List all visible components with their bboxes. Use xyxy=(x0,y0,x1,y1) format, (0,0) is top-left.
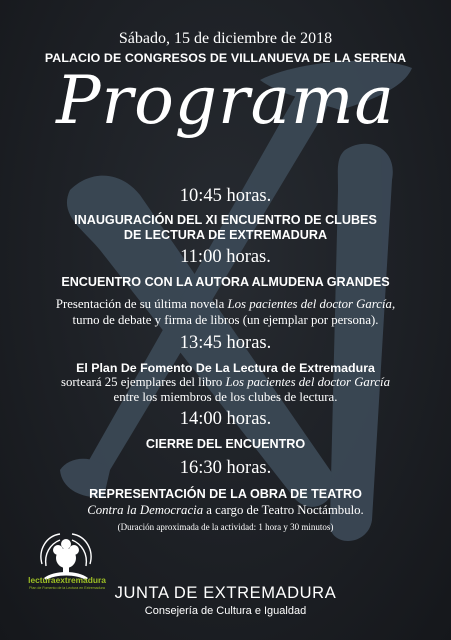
department-name: Consejería de Cultura e Igualdad xyxy=(144,605,307,617)
duration-note: (Duración aproximada de la actividad: 1 hora y 30 minutos) xyxy=(117,522,334,532)
organization-name: JUNTA DE EXTREMADURA xyxy=(114,584,337,602)
schedule-heading-4: CIERRE DEL ENCUENTRO xyxy=(145,437,306,451)
schedule-heading-5: REPRESENTACIÓN DE LA OBRA DE TEATRO xyxy=(89,487,362,501)
logo-tagline: Plan de Fomento de la Lectura en Extremadura xyxy=(29,586,105,590)
book-title: Los pacientes del doctor García xyxy=(225,375,390,389)
schedule-heading-1b: DE LECTURA DE EXTREMADURA xyxy=(123,228,328,242)
schedule-desc-3b: entre los miembros de los clubes de lectura. xyxy=(113,390,338,404)
desc-text: , xyxy=(391,297,396,311)
schedule-desc-3a xyxy=(0,375,451,390)
desc-text: sorteará 25 ejemplares del libro xyxy=(61,375,226,389)
desc-text: Presentación de su última novela xyxy=(55,297,228,311)
schedule-desc-5 xyxy=(0,503,451,518)
schedule-time-4: 14:00 horas. xyxy=(179,409,272,429)
schedule-time-1: 10:45 horas. xyxy=(179,186,272,206)
event-venue: PALACIO DE CONGRESOS DE VILLANUEVA DE LA SERENA xyxy=(44,51,407,65)
schedule-heading-3: El Plan De Fomento De La Lectura de Extremadura xyxy=(76,361,375,375)
schedule-time-5: 16:30 horas. xyxy=(179,458,272,478)
schedule-heading-1a: INAUGURACIÓN DEL XI ENCUENTRO DE CLUBES xyxy=(74,213,377,227)
schedule-desc-2b: turno de debate y firma de libros (un ejemplar por persona). xyxy=(72,313,379,327)
play-title: Contra la Democracia xyxy=(87,503,204,517)
logo-name: lecturaextremadura xyxy=(28,575,106,585)
schedule-time-3: 13:45 horas. xyxy=(179,333,272,353)
program-title: Programa xyxy=(56,62,395,139)
schedule-desc-2a xyxy=(0,297,451,312)
event-date: Sábado, 15 de diciembre de 2018 xyxy=(118,30,333,47)
schedule-time-2: 11:00 horas. xyxy=(180,247,271,267)
desc-text: a cargo de Teatro Noctámbulo. xyxy=(203,503,364,517)
schedule-heading-2: ENCUENTRO CON LA AUTORA ALMUDENA GRANDES xyxy=(61,275,390,289)
book-title: Los pacientes del doctor García xyxy=(227,297,392,311)
